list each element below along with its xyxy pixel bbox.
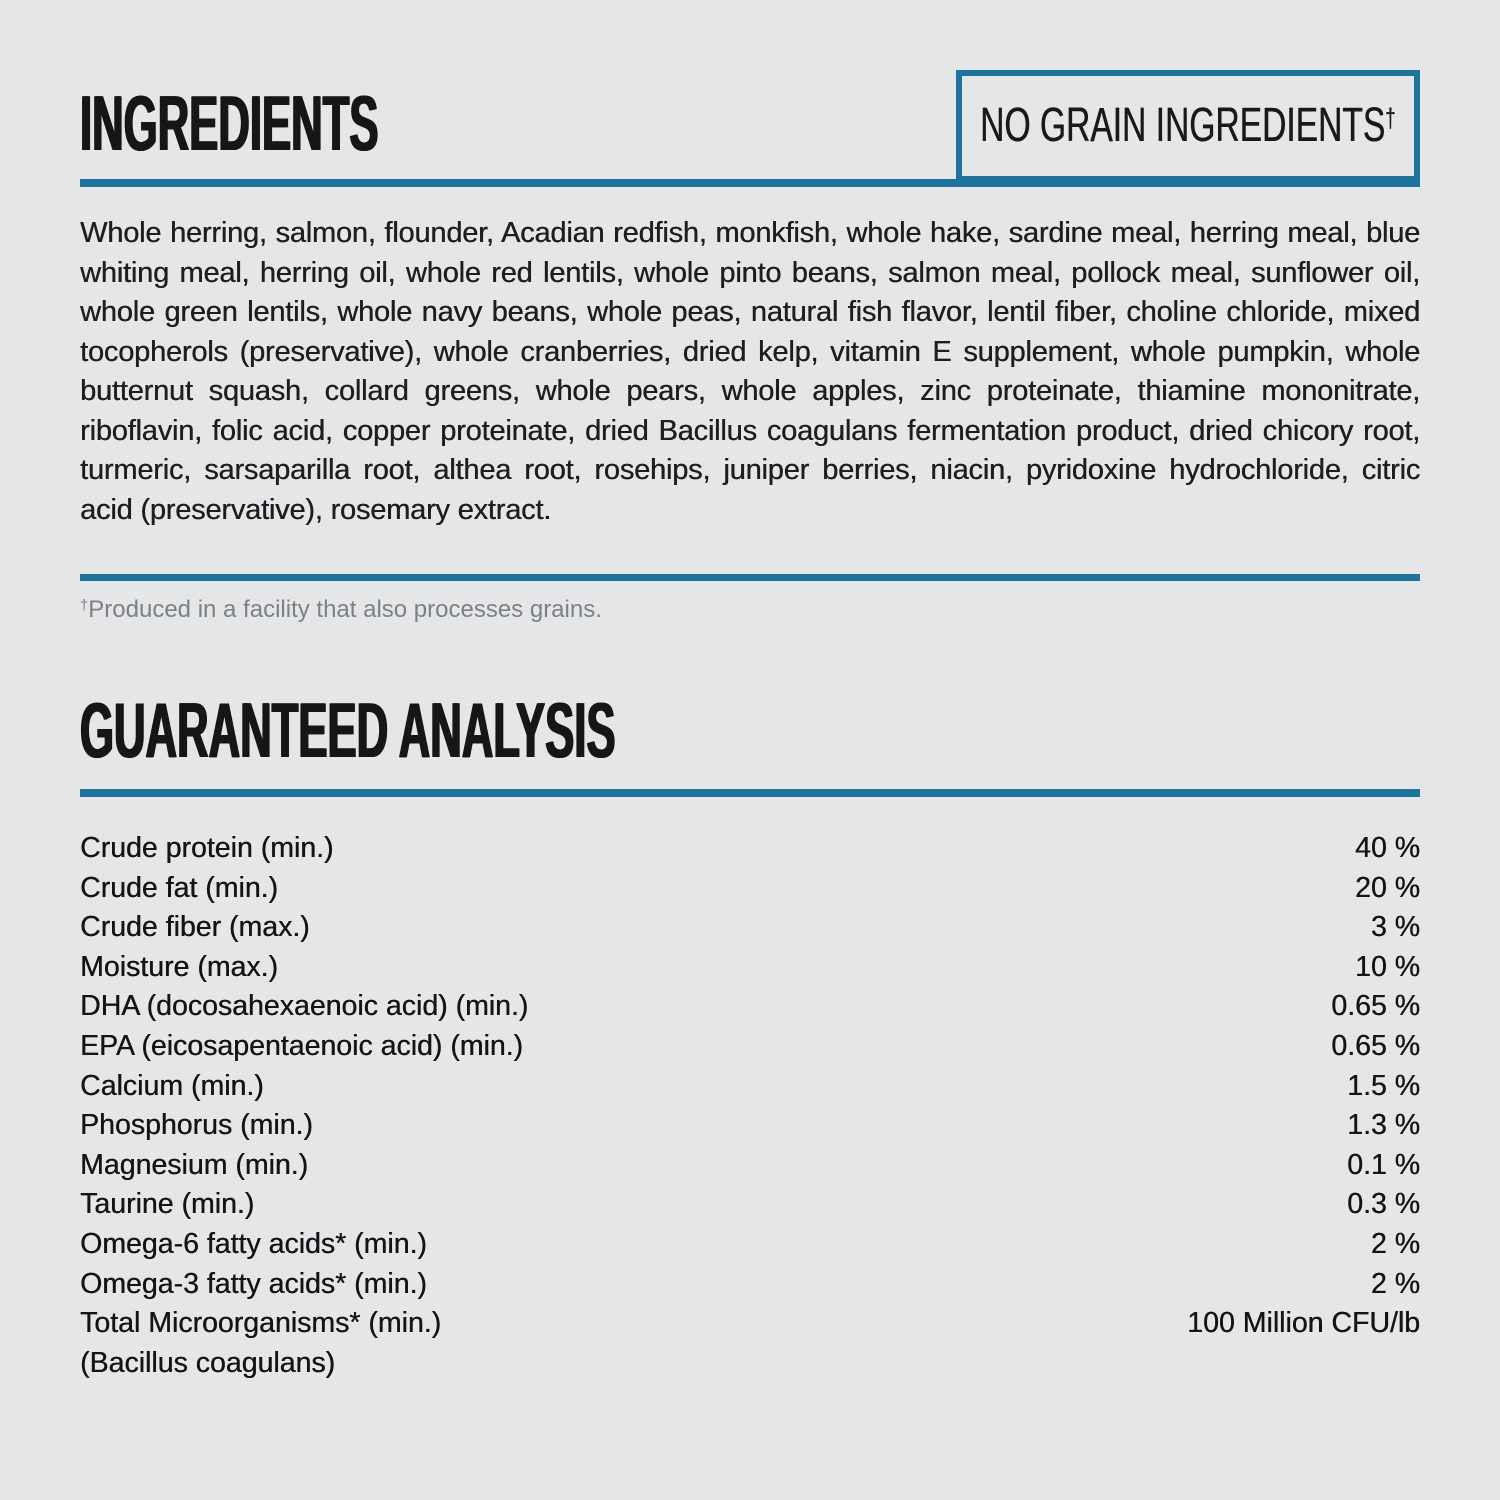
guaranteed-analysis-divider-rule (80, 789, 1420, 797)
table-row (80, 1225, 1420, 1265)
row-value: 20 % (1355, 871, 1420, 904)
table-row (80, 1265, 1420, 1305)
row-value: 0.1 % (1347, 1148, 1420, 1181)
table-row (80, 1304, 1420, 1344)
guaranteed-analysis-title: GUARANTEED ANALYSIS (80, 686, 616, 774)
no-grain-dagger: † (1385, 103, 1396, 133)
row-label: Moisture (max.) (80, 950, 278, 983)
table-row (80, 1344, 1420, 1384)
no-grain-callout-box (956, 70, 1420, 182)
row-value: 1.3 % (1347, 1109, 1420, 1142)
label-content (80, 0, 1420, 1383)
guaranteed-analysis-table (80, 829, 1420, 1383)
row-label: Total Microorganisms* (min.) (80, 1307, 442, 1340)
ingredients-list-text: Whole herring, salmon, flounder, Acadian redfish, monkfish, whole hake, sardine meal, herring meal, blue whiting meal, herring oil, whole red lentils, whole pinto beans, salmon meal, pollock meal, sunflower oil, whole green lentils, whole navy beans, whole peas, natural fish flavor, lentil fiber, choline chloride, mixed tocopherols (preservative), whole cranberries, dried kelp, vitamin E supplement, whole pumpkin, whole butternut squash, collard greens, whole pears, whole apples, zinc proteinate, thiamine mononitrate, riboflavin, folic acid, copper proteinate, dried Bacillus coagulans fermentation product, dried chicory root, turmeric, sarsaparilla root, althea root, rosehips, juniper berries, niacin, pyridoxine hydrochloride, citric acid (preservative), rosemary extract. (80, 217, 1420, 526)
row-value: 100 Million CFU/lb (1187, 1307, 1420, 1340)
row-label: Crude fiber (max.) (80, 911, 310, 944)
table-row (80, 1067, 1420, 1107)
table-row (80, 908, 1420, 948)
no-grain-label (980, 99, 1396, 152)
row-label: Crude fat (min.) (80, 871, 278, 904)
row-value: 1.5 % (1347, 1069, 1420, 1102)
row-label: Phosphorus (min.) (80, 1109, 313, 1142)
row-label: Crude protein (min.) (80, 832, 334, 864)
row-label: EPA (eicosapentaenoic acid) (min.) (80, 1029, 524, 1062)
no-grain-label-text: NO GRAIN INGREDIENTS (980, 99, 1386, 152)
table-row (80, 1106, 1420, 1146)
row-value: 2 % (1370, 1267, 1420, 1300)
footnote-dagger: † (80, 598, 89, 614)
row-label: Magnesium (min.) (80, 1148, 309, 1181)
row-label: Omega-6 fatty acids* (min.) (80, 1227, 427, 1260)
ingredients-header (80, 0, 1420, 188)
table-row (80, 869, 1420, 909)
row-value: 0.65 % (1331, 990, 1420, 1023)
table-row (80, 987, 1420, 1027)
row-value: 0.3 % (1347, 1188, 1420, 1221)
row-label: DHA (docosahexaenoic acid) (min.) (80, 990, 529, 1023)
row-value: 10 % (1355, 950, 1420, 983)
table-row (80, 1185, 1420, 1225)
row-label: Omega-3 fatty acids* (min.) (80, 1267, 427, 1300)
row-value: 3 % (1370, 911, 1420, 944)
table-row (80, 829, 1420, 869)
table-row (80, 1146, 1420, 1186)
guaranteed-analysis-header (80, 657, 1420, 797)
table-row (80, 948, 1420, 988)
footnote-divider-rule (80, 574, 1420, 581)
table-row (80, 1027, 1420, 1067)
row-label: Taurine (min.) (80, 1188, 255, 1221)
row-value: 40 % (1355, 832, 1420, 864)
footnote-text: Produced in a facility that also processes grains. (88, 596, 602, 623)
ingredients-title: INGREDIENTS (80, 79, 379, 167)
row-value: 2 % (1370, 1227, 1420, 1260)
grain-facility-footnote (80, 595, 1420, 625)
row-label: Calcium (min.) (80, 1069, 264, 1102)
row-value: 0.65 % (1331, 1029, 1420, 1062)
row-label: (Bacillus coagulans) (80, 1346, 336, 1379)
